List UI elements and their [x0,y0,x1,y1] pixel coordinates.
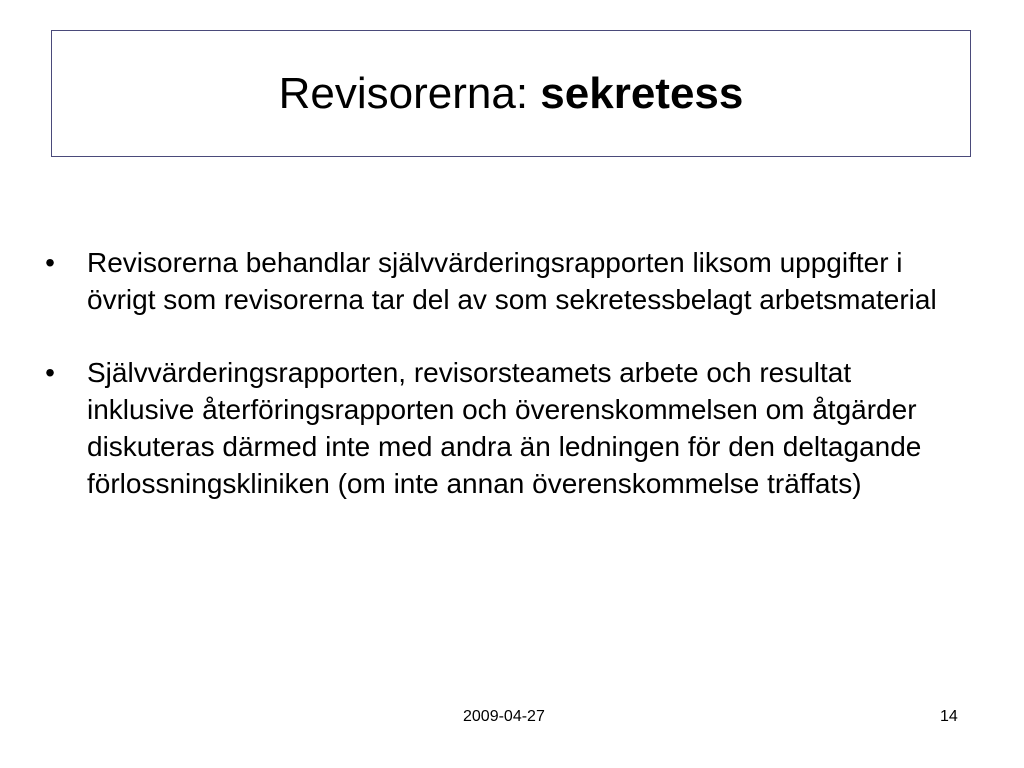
title-bold-text: sekretess [540,68,744,118]
footer-page-number: 14 [940,708,958,725]
slide-title [278,68,744,118]
bullet-list [40,244,960,538]
bullet-text: Revisorerna behandlar självvärderingsrapporten liksom uppgifter i övrigt som revisorerna tar del av som sekretessbelagt arbetsmaterial [87,247,937,315]
title-box [51,30,971,157]
title-regular-text: Revisorerna: [278,68,541,118]
footer-date: 2009-04-27 [463,708,545,725]
bullet-item [40,244,960,318]
bullet-marker-icon: • [45,247,55,278]
bullet-text: Självvärderingsrapporten, revisorsteamets arbete och resultat inklusive återföringsrapporten och överenskommelsen om åtgärder diskuteras därmed inte med andra än ledningen för den deltagande förlossningskliniken (om inte annan överenskommelse träffats) [87,357,922,499]
bullet-marker-icon: • [45,357,55,388]
bullet-item [40,354,960,502]
